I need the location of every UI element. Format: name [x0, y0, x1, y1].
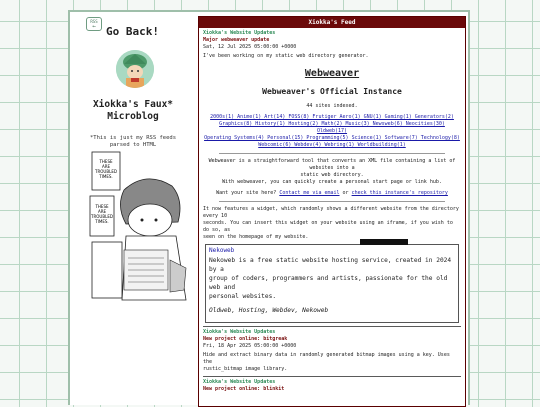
- widget-site-tags: Oldweb, Hosting, Webdev, Nekoweb: [209, 307, 329, 314]
- want-site-line: [203, 190, 461, 197]
- sites-indexed: 44 sites indexed.: [306, 103, 358, 109]
- comic-bubble-2-line3: TROUBLED: [91, 214, 113, 219]
- entry-body: [203, 352, 461, 373]
- random-site-widget[interactable]: [205, 244, 459, 323]
- comic-bubble-1-line1: THESE: [99, 159, 113, 164]
- tag-line[interactable]: Graphics(8) History(1) Hosting(2) Math(2) Music(3) Newsweb(6) Neocities(30) Oldweb(17): [219, 121, 445, 134]
- desc-line: With webweaver, you can quickly create a personal start page or link hub.: [222, 179, 442, 185]
- blog-subtitle: [70, 135, 196, 149]
- comic-bubble-2-line4: TIMES.: [95, 219, 109, 224]
- entry-date: Fri, 18 Apr 2025 05:00:00 +0000: [203, 343, 297, 349]
- widget-description: [203, 206, 461, 241]
- page-panel: [68, 10, 470, 405]
- entry-title[interactable]: New project online: blinkit: [203, 386, 285, 392]
- sidebar: [70, 12, 196, 405]
- blog-subtitle-line1: *This is just my RSS feeds: [89, 135, 177, 141]
- tag-list: [203, 114, 461, 149]
- widget-desc-line: group of coders, programmers and artists, passionate for the old web and: [209, 275, 448, 291]
- widget-desc-line: seconds. You can insert this widget on your website using an iframe, if you wish to do so, as: [203, 220, 453, 233]
- widget-site-name[interactable]: Nekoweb: [209, 247, 235, 254]
- back-small-label: RSS: [90, 19, 98, 24]
- divider: [219, 153, 445, 154]
- divider: [219, 201, 445, 202]
- entry-date: Sat, 12 Jul 2025 05:00:00 +0000: [203, 44, 297, 50]
- desc-line: Webweaver is a straightforward tool that converts an XML file containing a list of websites into a: [208, 158, 456, 171]
- avatar-image: [116, 50, 154, 88]
- tag-line[interactable]: Operating Systems(4) Personal(15) Programming(5) Science(1) Software(7) Technology(8): [204, 135, 460, 141]
- widget-site-description: [209, 256, 455, 301]
- feed-entry: [199, 377, 465, 393]
- entry-source[interactable]: Xiokka's Website Updates: [203, 329, 276, 335]
- blog-title: [70, 99, 196, 123]
- blog-title-line1: Xiokka's Faux*: [92, 99, 174, 110]
- back-arrow-icon: ←: [92, 23, 96, 30]
- entry-title[interactable]: New project online: bitgreak: [203, 336, 288, 342]
- back-button[interactable]: [86, 17, 102, 31]
- comic-illustration: [86, 150, 190, 312]
- comic-bubble-1-line3: TROUBLED: [95, 169, 117, 174]
- want-mid: or: [342, 190, 349, 196]
- comic-bubble-1-line2: ARE: [101, 164, 111, 169]
- comic-image: [86, 150, 190, 312]
- want-prefix: Want your site here?: [216, 190, 277, 196]
- widget-desc-line: seen on the homepage of my website.: [203, 234, 309, 240]
- blog-title-line2: Microblog: [107, 111, 159, 122]
- feed-panel: [198, 16, 466, 407]
- webweaver-title: Webweaver: [304, 68, 360, 79]
- tag-line[interactable]: Webcomic(6) Webdev(4) Webring(1) Worldbuilding(1): [258, 142, 406, 148]
- widget-desc-line: It now features a widget, which randomly shows a different website from the directory every 10: [203, 206, 459, 219]
- comic-bubble-2-line2: ARE: [97, 209, 107, 214]
- entry-body-line: Hide and extract binary data in randomly generated bitmap images using a key. Uses the: [203, 352, 450, 365]
- comic-bubble-2-line1: THESE: [95, 204, 109, 209]
- comic-bubble-1-line4: TIMES.: [99, 174, 113, 179]
- tag-line[interactable]: 2000s(1) Anime(1) Art(14) FOSS(8) Frutiger Aero(1) GNU(1) Gaming(1) Generators(2): [210, 114, 454, 120]
- entry-title[interactable]: Major webweaver update: [203, 37, 270, 43]
- feed-entry: [199, 327, 465, 377]
- widget-desc-line: personal websites.: [209, 293, 277, 300]
- avatar: [116, 50, 154, 88]
- widget-desc-line: Nekoweb is a free static website hosting service, created in 2024 by a: [209, 257, 452, 273]
- entry-source[interactable]: Xiokka's Website Updates: [203, 379, 276, 385]
- webweaver-description: [203, 158, 461, 186]
- desc-line: static web directory.: [300, 172, 364, 178]
- entry-intro: I've been working on my static web directory generator.: [203, 53, 369, 59]
- entry-body-line: rustic_bitmap image library.: [203, 366, 288, 372]
- repository-link[interactable]: check this instance's repository: [351, 190, 448, 196]
- feed-header: Xiokka's Feed: [199, 17, 465, 28]
- go-back-link[interactable]: Go Back!: [106, 25, 159, 38]
- blog-subtitle-line2: parsed to HTML: [109, 142, 157, 148]
- feed-entry: [199, 28, 465, 327]
- contact-email-link[interactable]: Contact me via email: [279, 190, 340, 196]
- entry-source[interactable]: Xiokka's Website Updates: [203, 30, 276, 36]
- webweaver-subtitle: Webweaver's Official Instance: [262, 87, 402, 96]
- widget-image-strip: [360, 239, 408, 245]
